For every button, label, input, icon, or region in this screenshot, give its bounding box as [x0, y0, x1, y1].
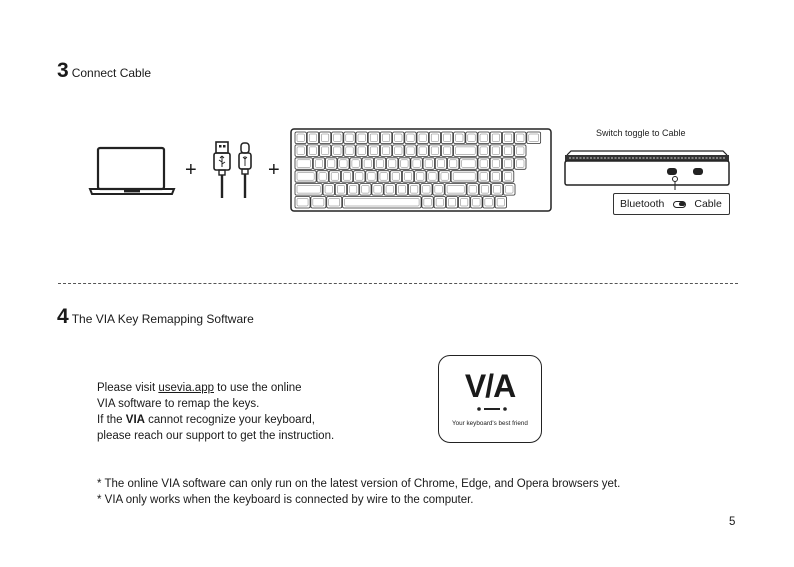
keyboard-key — [362, 158, 373, 170]
keyboard-key — [417, 145, 428, 157]
keyboard-key — [467, 184, 478, 196]
keyboard-key — [295, 158, 313, 170]
keyboard-key — [350, 158, 361, 170]
via-tagline: Your keyboard's best friend — [452, 420, 528, 427]
keyboard-key — [356, 132, 367, 144]
instruction-line-4: please reach our support to get the instruction. — [97, 430, 335, 442]
keyboard-key — [393, 132, 404, 144]
notes — [97, 476, 620, 508]
keyboard-key — [366, 171, 377, 183]
keyboard-key — [295, 132, 306, 144]
keyboard-key — [356, 145, 367, 157]
keyboard-key — [490, 158, 501, 170]
keyboard-key — [491, 184, 502, 196]
keyboard-key — [295, 145, 306, 157]
keyboard-key — [471, 197, 482, 209]
keyboard-key — [478, 132, 489, 144]
usevia-link[interactable]: usevia.app — [158, 382, 214, 394]
via-logo-card — [438, 355, 542, 443]
keyboard-key — [378, 171, 389, 183]
keyboard-key — [326, 158, 337, 170]
keyboard-key — [441, 132, 452, 144]
keyboard-key — [317, 171, 328, 183]
keyboard-key — [490, 132, 501, 144]
keyboard-key — [327, 197, 342, 209]
via-instructions — [97, 380, 334, 444]
section-divider — [58, 283, 738, 284]
keyboard-key — [335, 184, 346, 196]
keyboard-key — [329, 171, 340, 183]
keyboard-key — [421, 184, 432, 196]
toggle-caption: Switch toggle to Cable — [596, 128, 686, 138]
keyboard-key — [332, 145, 343, 157]
keyboard-key — [347, 184, 358, 196]
keyboard-key — [374, 158, 385, 170]
keyboard-key — [515, 132, 526, 144]
keyboard-key — [384, 184, 395, 196]
keyboard-side-view — [563, 146, 731, 192]
toggle-bluetooth-label: Bluetooth — [620, 198, 665, 210]
keyboard-key — [454, 132, 465, 144]
keyboard-key — [454, 145, 478, 157]
instruction-line-1: Please visit usevia.app to use the online — [97, 382, 302, 394]
keyboard-key — [307, 132, 318, 144]
plus-sign: + — [185, 159, 197, 181]
keyboard-key — [479, 184, 490, 196]
keyboard-key — [429, 132, 440, 144]
via-logo: V/A — [464, 368, 516, 404]
keyboard-key — [399, 158, 410, 170]
keyboard-key — [435, 158, 446, 170]
keyboard-key — [478, 158, 489, 170]
section-4-number: 4 — [57, 305, 69, 328]
page-number: 5 — [729, 516, 736, 528]
note-1: * The online VIA software can only run on the latest version of Chrome, Edge, and Opera browsers yet. — [97, 478, 621, 490]
keyboard-key — [415, 171, 426, 183]
keyboard-key — [502, 132, 513, 144]
keyboard-key — [441, 145, 452, 157]
keyboard-key — [307, 145, 318, 157]
keyboard-key — [515, 158, 526, 170]
keyboard-key — [502, 158, 513, 170]
keyboard-key — [311, 197, 326, 209]
keyboard-key — [387, 158, 398, 170]
keyboard-key — [343, 197, 422, 209]
keyboard-key — [429, 145, 440, 157]
keyboard-key — [295, 184, 322, 196]
keyboard-key — [295, 171, 316, 183]
keyboard-key — [319, 132, 330, 144]
keyboard-key — [354, 171, 365, 183]
keyboard-key — [460, 158, 478, 170]
keyboard-key — [372, 184, 383, 196]
keyboard-key — [323, 184, 334, 196]
usb-cable-icon — [210, 140, 256, 202]
keyboard-key — [295, 197, 310, 209]
keyboard-key — [393, 145, 404, 157]
keyboard-key — [446, 197, 457, 209]
keyboard-key — [313, 158, 324, 170]
section-3-title: Connect Cable — [71, 66, 152, 80]
keyboard-key — [338, 158, 349, 170]
keyboard-key — [422, 197, 433, 209]
keyboard-key — [344, 132, 355, 144]
instruction-line-2: VIA software to remap the keys. — [97, 398, 260, 410]
keyboard-key — [368, 132, 379, 144]
plus-sign: + — [268, 159, 280, 181]
keyboard-key — [502, 145, 513, 157]
keyboard-key — [368, 145, 379, 157]
section-3-number: 3 — [57, 59, 69, 82]
keyboard-key — [504, 184, 515, 196]
note-2: * VIA only works when the keyboard is connected by wire to the computer. — [97, 494, 474, 506]
keyboard-key — [495, 197, 506, 209]
toggle-cable-label: Cable — [694, 198, 722, 210]
section-4-heading — [57, 306, 254, 327]
keyboard-icon — [290, 128, 552, 212]
keyboard-key — [458, 197, 469, 209]
keyboard-key — [466, 132, 477, 144]
keyboard-key — [490, 145, 501, 157]
instruction-line-3: If the VIA cannot recognize your keyboard, — [97, 414, 315, 426]
section-4-title: The VIA Key Remapping Software — [71, 312, 254, 326]
keyboard-key — [319, 145, 330, 157]
keyboard-key — [380, 132, 391, 144]
keyboard-key — [402, 171, 413, 183]
keyboard-key — [408, 184, 419, 196]
keyboard-key — [451, 171, 477, 183]
keyboard-key — [341, 171, 352, 183]
laptop-icon — [88, 146, 176, 198]
keyboard-key — [344, 145, 355, 157]
keyboard-key — [380, 145, 391, 157]
keyboard-key — [433, 184, 444, 196]
keyboard-key — [502, 171, 513, 183]
via-dots-icon — [477, 407, 507, 411]
keyboard-key — [445, 184, 466, 196]
keyboard-key — [427, 171, 438, 183]
keyboard-key — [405, 145, 416, 157]
section-3-heading — [57, 60, 151, 81]
keyboard-key — [411, 158, 422, 170]
connection-toggle[interactable] — [613, 193, 730, 215]
keyboard-key — [490, 171, 501, 183]
keyboard-key — [478, 145, 489, 157]
keyboard-key — [390, 171, 401, 183]
keyboard-key — [396, 184, 407, 196]
keyboard-key — [332, 132, 343, 144]
keyboard-key — [483, 197, 494, 209]
keyboard-key — [515, 145, 526, 157]
toggle-switch-icon — [673, 201, 686, 208]
keyboard-key — [434, 197, 445, 209]
keyboard-key — [478, 171, 489, 183]
keyboard-key — [405, 132, 416, 144]
keyboard-key — [360, 184, 371, 196]
keyboard-key — [439, 171, 450, 183]
keyboard-key — [417, 132, 428, 144]
keyboard-key — [448, 158, 459, 170]
keyboard-key — [423, 158, 434, 170]
